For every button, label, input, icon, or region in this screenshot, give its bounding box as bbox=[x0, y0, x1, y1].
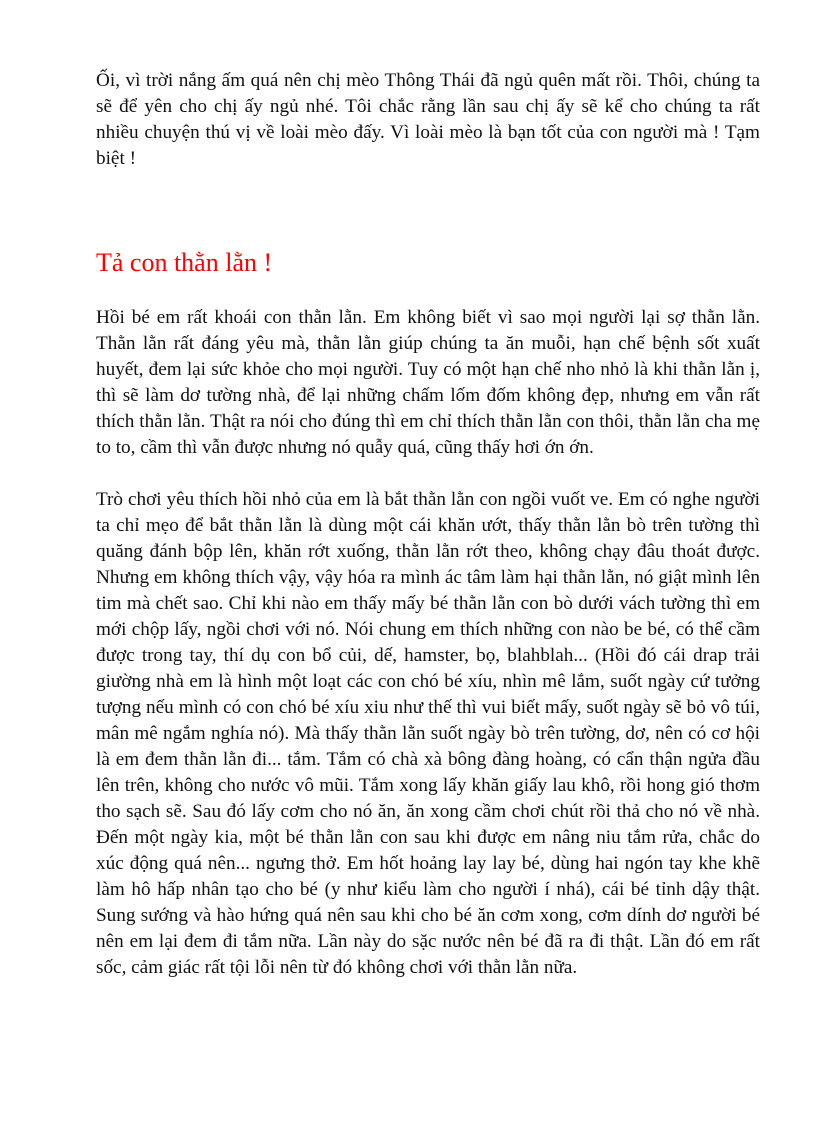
document-page bbox=[96, 68, 760, 981]
section-title: Tả con thằn lằn ! bbox=[96, 248, 273, 277]
body-paragraph-1: Hồi bé em rất khoái con thằn lằn. Em không biết vì sao mọi người lại sợ thằn lằn. Thằn lằn rất đáng yêu mà, thằn lằn giúp chúng ta ăn muỗi, hạn chế bệnh sốt xuất huyết, đem lại sức khỏe cho mọi người. Tuy có một hạn chế nho nhỏ là khi thằn lằn ị, thì sẽ làm dơ tường nhà, để lại những chấm lốm đốm không đẹp, nhưng em vẫn rất thích thằn lằn. Thật ra nói cho đúng thì em chỉ thích thằn lằn con thôi, thằn lằn cha mẹ to to, cầm thì vẫn được nhưng nó quẫy quá, cũng thấy hơi ớn ớn. bbox=[96, 307, 760, 458]
body-paragraph-2: Trò chơi yêu thích hồi nhỏ của em là bắt thằn lằn con ngồi vuốt ve. Em có nghe người ta chỉ mẹo để bắt thằn lằn là dùng một cái khăn ướt, thấy thằn lằn bò trên tường thì quăng đánh bộp lên, khăn rớt xuống, thằn lằn rớt theo, không chạy đâu thoát được. Nhưng em không thích vậy, vậy hóa ra mình ác tâm làm hại thằn lằn, nó giật mình lên tim mà chết sao. Chỉ khi nào em thấy mấy bé thằn lằn con bò dưới vách tường thì em mới chộp lấy, ngồi chơi với nó. Nói chung em thích những con nào be bé, có thể cầm được trong tay, thí dụ con bổ củi, dế, hamster, bọ, blahblah... (Hồi đó cái drap trải giường nhà em là hình một loạt các con chó bé xíu, nhìn mê lắm, suốt ngày cứ tưởng tượng nếu mình có con chó bé xíu xiu như thế thì vui biết mấy, suốt ngày sẽ bỏ vô túi, mân mê ngắm nghía nó). Mà thấy thằn lằn suốt ngày bò trên tường, dơ, nên có cơ hội là em đem thằn lằn đi... tắm. Tắm có chà xà bông đàng hoàng, có cẩn thận ngửa đầu lên trên, không cho nước vô mũi. Tắm xong lấy khăn giấy lau khô, rồi hong gió thơm tho sạch sẽ. Sau đó lấy cơm cho nó ăn, ăn xong cầm chơi chút rồi thả cho nó về nhà. Đến một ngày kia, một bé thằn lằn con sau khi được em nâng niu tắm rửa, chắc do xúc động quá nên... ngưng thở. Em hốt hoảng lay lay bé, dùng hai ngón tay khe khẽ làm hô hấp nhân tạo cho bé (y như kiểu làm cho người í nhá), cái bé tỉnh dậy thật. Sung sướng và hào hứng quá nên sau khi cho bé ăn cơm xong, cơm dính dơ người bé nên em lại đem đi tắm nữa. Lần này do sặc nước nên bé đã ra đi thật. Lần đó em rất sốc, cảm giác rất tội lỗi nên từ đó không chơi với thằn lằn nữa. bbox=[96, 489, 760, 978]
intro-paragraph: Ối, vì trời nắng ấm quá nên chị mèo Thông Thái đã ngủ quên mất rồi. Thôi, chúng ta sẽ để yên cho chị ấy ngủ nhé. Tôi chắc rằng lần sau chị ấy sẽ kể cho chúng ta rất nhiều chuyện thú vị về loài mèo đấy. Vì loài mèo là bạn tốt của con người mà ! Tạm biệt ! bbox=[96, 70, 760, 169]
